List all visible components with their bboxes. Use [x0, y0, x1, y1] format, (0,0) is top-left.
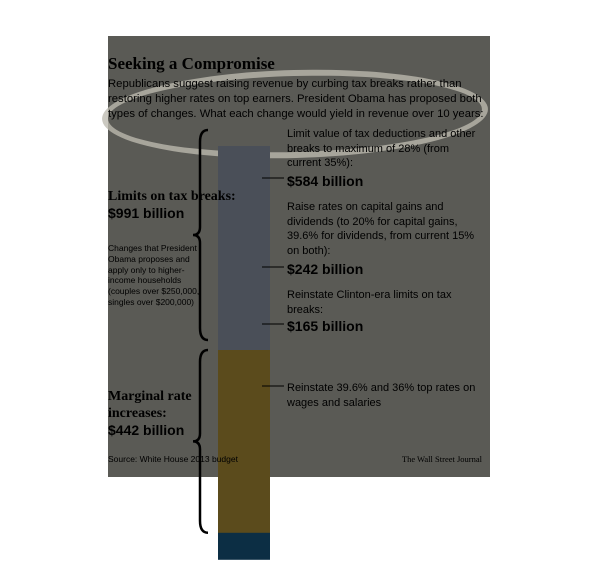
segment-description: Reinstate Clinton-era limits on tax breaks:	[287, 289, 452, 316]
segment-value-label: $584 billion	[287, 173, 364, 189]
group-label-tax-breaks	[108, 188, 236, 223]
group-note: Changes that President Obama proposes and apply only to higher-income households (couples over $250,000, singles over $200,000)	[108, 243, 200, 307]
segment-description: Reinstate 39.6% and 36% top rates on wages and salaries	[287, 382, 476, 409]
group-title: Limits on tax breaks:	[108, 189, 236, 204]
bar-segment	[218, 350, 270, 533]
brace-marginal-rates	[193, 350, 208, 533]
segment-description: Raise rates on capital gains and dividends (to 20% for capital gains, 39.6% for dividends, from current 15% on both):	[287, 201, 475, 257]
credit-line: The Wall Street Journal	[401, 454, 482, 464]
group-total: $991 billion	[108, 205, 185, 221]
group-title: Marginal rate increases:	[108, 389, 192, 421]
segment-value-label: $242 billion	[287, 261, 364, 277]
group-label-marginal-rates	[108, 388, 200, 440]
group-total: $442 billion	[108, 422, 185, 438]
chart-subtitle: Republicans suggest raising revenue by curbing tax breaks rather than restoring higher rates on top earners. President Obama has proposed both types of changes. What each change would yield in revenue over 10 years:	[108, 78, 484, 120]
chart-title: Seeking a Compromise	[108, 54, 275, 73]
segment-value-label: $165 billion	[287, 318, 364, 334]
brace-tax-breaks	[193, 130, 208, 340]
segment-description: Limit value of tax deductions and other breaks to maximum of 28% (from current 35%):	[287, 128, 476, 169]
source-note: Source: White House 2013 budget	[108, 454, 238, 464]
